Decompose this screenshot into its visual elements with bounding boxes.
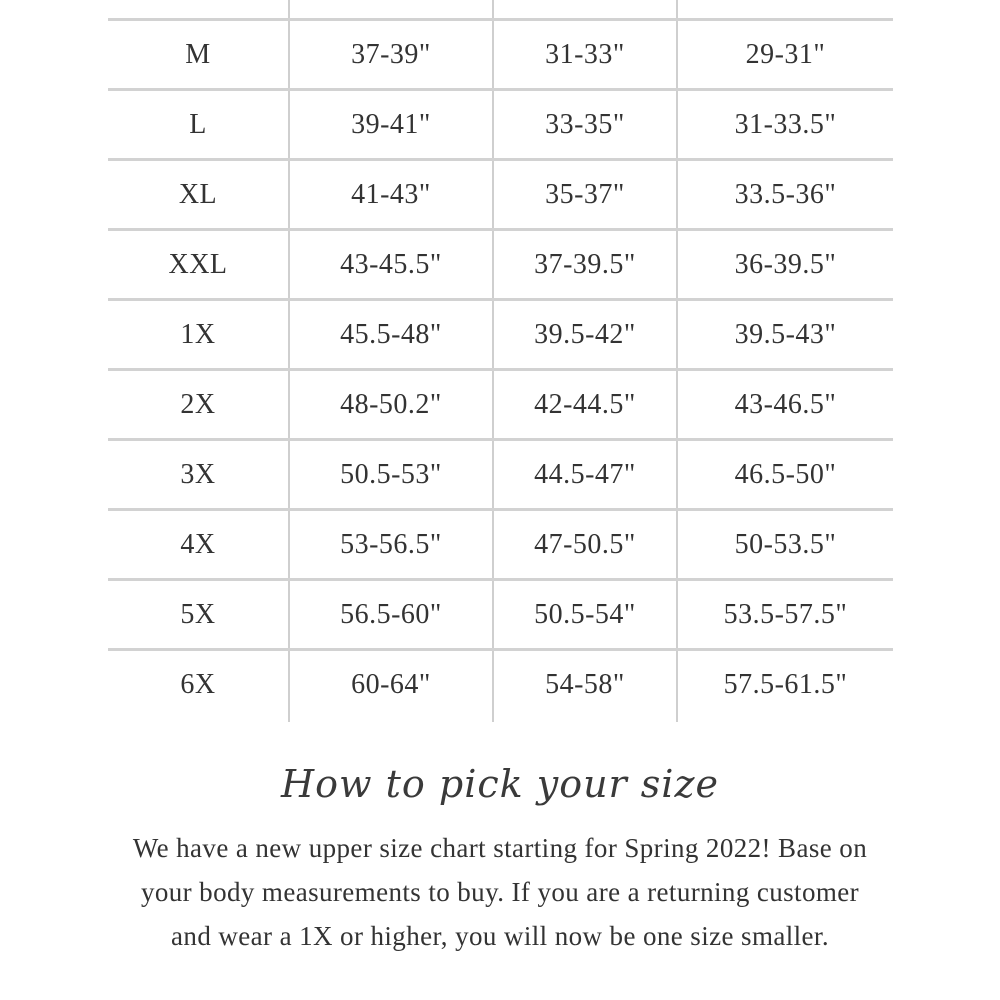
table-cell: 54-58" [545, 669, 625, 700]
table-cell-size: XL [178, 179, 218, 210]
table-cell: 46.5-50" [734, 459, 837, 490]
table-cell: 29-31" [745, 39, 826, 70]
description-line: and wear a 1X or higher, you will now be one size smaller. [171, 921, 829, 951]
size-guide-description [40, 826, 960, 958]
table-cell: 31-33" [545, 39, 625, 70]
table-cell: 50.5-54" [534, 599, 636, 630]
table-cell-size: L [189, 109, 207, 140]
table-cell: 39-41" [351, 109, 431, 140]
table-cell-size: 6X [180, 669, 216, 700]
table-cell: 37-39.5" [534, 249, 636, 280]
table-cell: 43-45.5" [340, 249, 442, 280]
table-cell: 39.5-43" [734, 319, 837, 350]
description-line: your body measurements to buy. If you are a returning customer [140, 877, 860, 907]
table-cell: 53.5-57.5" [723, 599, 848, 630]
table-cell: 47-50.5" [534, 529, 636, 560]
table-cell: 53-56.5" [340, 529, 442, 560]
table-cell: 33.5-36" [734, 179, 837, 210]
table-cell-size: 5X [180, 599, 216, 630]
table-cell: 42-44.5" [534, 389, 636, 420]
table-cell: 43-46.5" [734, 389, 837, 420]
size-chart-table [108, 0, 893, 722]
table-cell: 33-35" [545, 109, 625, 140]
table-cell: 35-37" [545, 179, 625, 210]
table-cell: 36-39.5" [734, 249, 837, 280]
table-cell: 56.5-60" [340, 599, 442, 630]
table-cell: 41-43" [351, 179, 431, 210]
table-cell: 48-50.2" [340, 389, 442, 420]
table-cell: 39.5-42" [534, 319, 636, 350]
table-cell: 45.5-48" [340, 319, 442, 350]
table-cell-size: XXL [168, 249, 228, 280]
table-cell-size: 1X [180, 319, 216, 350]
table-cell-size: 3X [180, 459, 216, 490]
description-line: We have a new upper size chart starting for Spring 2022! Base on [132, 833, 868, 863]
table-cell: 37-39" [351, 39, 431, 70]
table-cell: 31-33.5" [734, 109, 837, 140]
table-cell-size: M [185, 39, 211, 70]
table-cell: 44.5-47" [534, 459, 636, 490]
size-guide-heading: How to pick your size [281, 762, 719, 806]
table-cell: 60-64" [351, 669, 431, 700]
table-cell-size: 4X [180, 529, 216, 560]
table-cell-size: 2X [180, 389, 216, 420]
table-cell: 50.5-53" [340, 459, 442, 490]
table-cell: 57.5-61.5" [723, 669, 848, 700]
table-cell: 50-53.5" [734, 529, 837, 560]
